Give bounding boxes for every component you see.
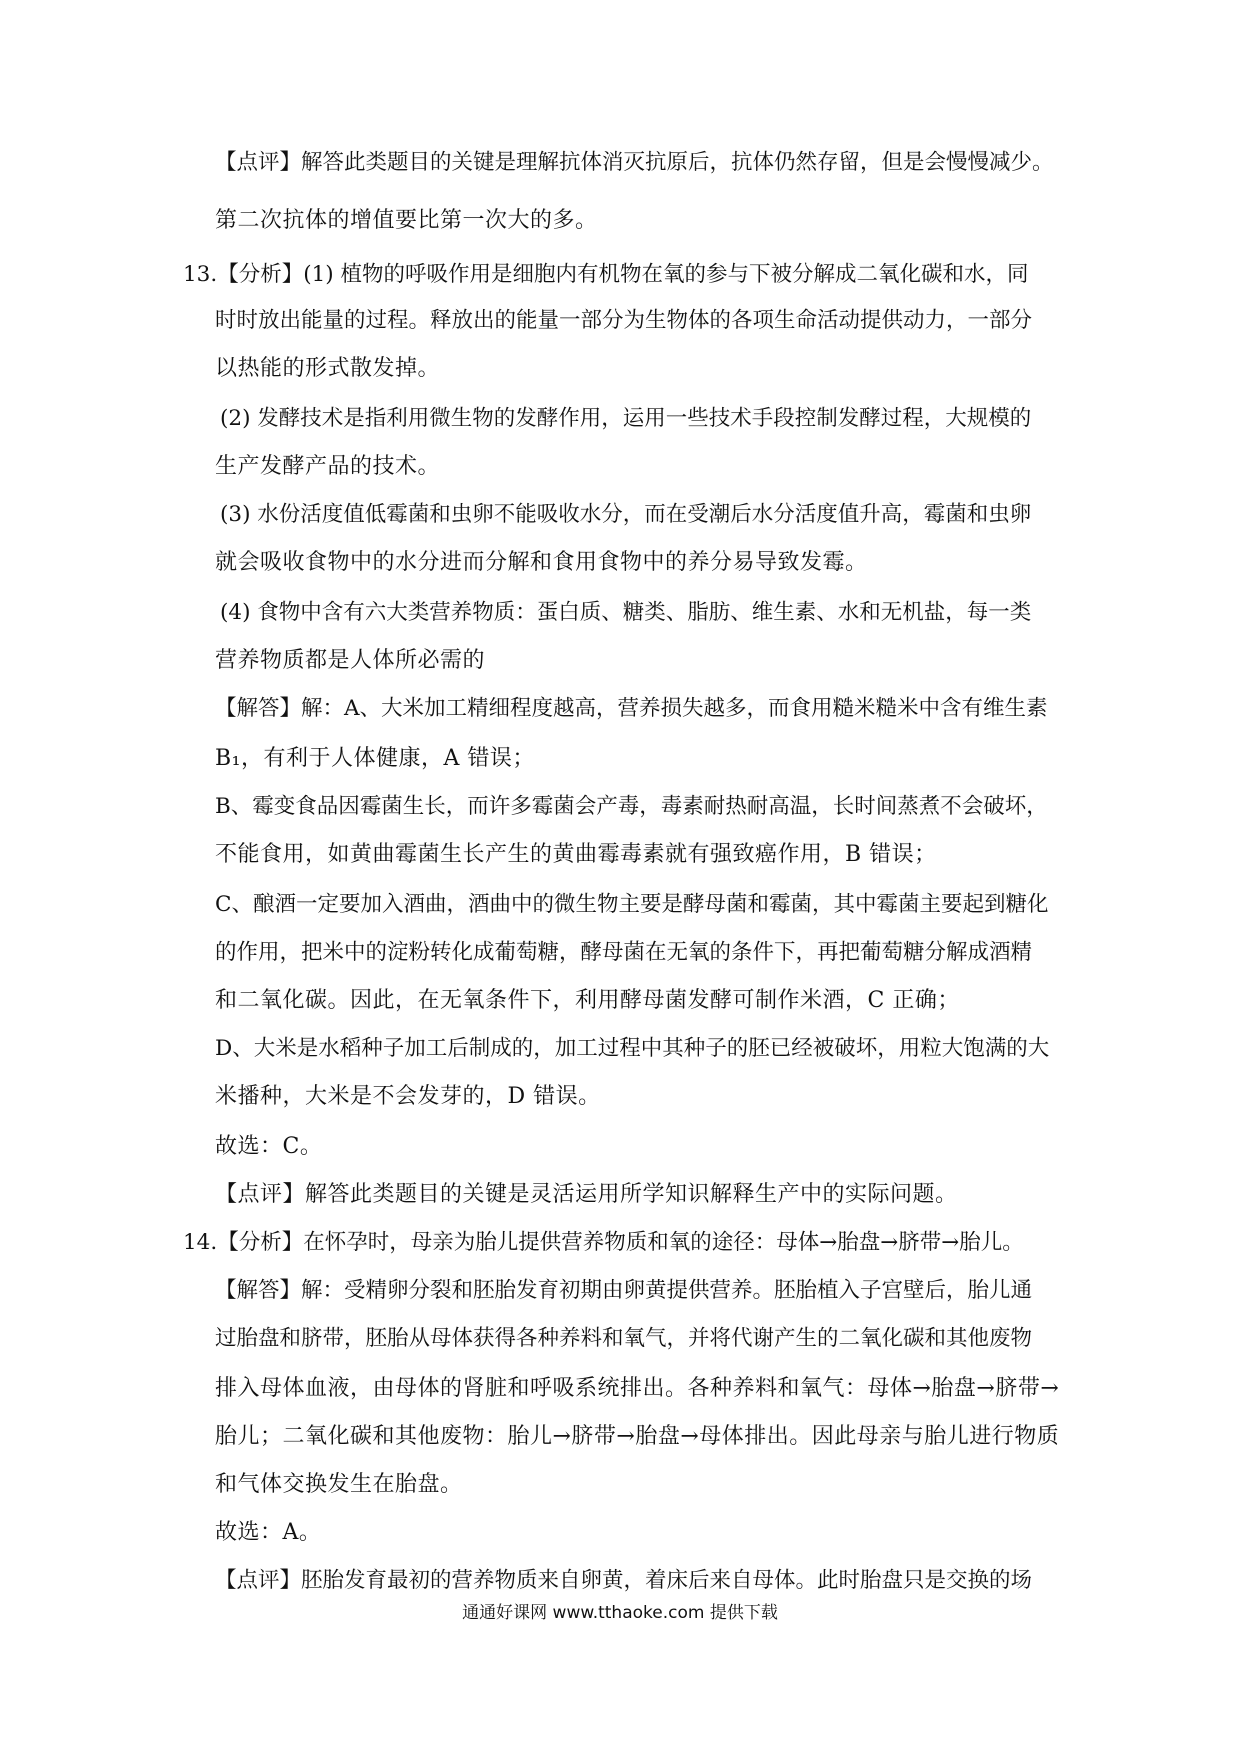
text-line: 14.【分析】在怀孕时，母亲为胎儿提供营养物质和氧的途径：母体→胎盘→脐带→胎儿。 [183, 1230, 1024, 1255]
text-line: (2) 发酵技术是指利用微生物的发酵作用，运用一些技术手段控制发酵过程，大规模的 [220, 406, 1032, 431]
text-line: 时时放出能量的过程。释放出的能量一部分为生物体的各项生命活动提供动力，一部分 [215, 308, 1033, 333]
text-line: 【点评】解答此类题目的关键是理解抗体消灭抗原后，抗体仍然存留，但是会慢慢减少。 [215, 150, 1054, 175]
text-line: D、大米是水稻种子加工后制成的，加工过程中其种子的胚已经被破坏，用粒大饱满的大 [215, 1036, 1050, 1061]
text-line: 【解答】解：A、大米加工精细程度越高，营养损失越多，而食用糙米糙米中含有维生素 [215, 696, 1048, 721]
text-line: 不能食用，如黄曲霉菌生长产生的黄曲霉毒素就有强致癌作用，B 错误； [215, 842, 937, 867]
text-line: 生产发酵产品的技术。 [215, 454, 441, 479]
page-footer: 通通好课网 www.tthaoke.com 提供下载 [462, 1603, 778, 1623]
text-line: 13.【分析】(1) 植物的呼吸作用是细胞内有机物在氧的参与下被分解成二氧化碳和水，同 [183, 262, 1029, 287]
text-line: (3) 水份活度值低霉菌和虫卵不能吸收水分，而在受潮后水分活度值升高，霉菌和虫卵 [220, 502, 1032, 527]
text-line: 过胎盘和脐带，胚胎从母体获得各种养料和氧气，并将代谢产生的二氧化碳和其他废物 [215, 1326, 1033, 1351]
text-line: 就会吸收食物中的水分进而分解和食用食物中的养分易导致发霉。 [215, 550, 868, 575]
text-line: 米播种，大米是不会发芽的，D 错误。 [215, 1084, 601, 1109]
text-line: 【点评】解答此类题目的关键是灵活运用所学知识解释生产中的实际问题。 [215, 1182, 958, 1207]
text-line: 故选：A。 [215, 1520, 322, 1545]
text-line: B₁，有利于人体健康，A 错误； [215, 746, 535, 771]
text-line: 营养物质都是人体所必需的 [215, 648, 486, 673]
text-line: B、霉变食品因霉菌生长，而许多霉菌会产毒，毒素耐热耐高温，长时间蒸煮不会破坏， [215, 794, 1048, 819]
text-line: 的作用，把米中的淀粉转化成葡萄糖，酵母菌在无氧的条件下，再把葡萄糖分解成酒精 [215, 940, 1033, 965]
text-line: 排入母体血液，由母体的肾脏和呼吸系统排出。各种养料和氧气：母体→胎盘→脐带→ [215, 1376, 1060, 1401]
text-line: 和气体交换发生在胎盘。 [215, 1472, 463, 1497]
text-line: 第二次抗体的增值要比第一次大的多。 [215, 208, 598, 233]
text-line: (4) 食物中含有六大类营养物质：蛋白质、糖类、脂肪、维生素、水和无机盐，每一类 [220, 600, 1032, 625]
text-line: 故选：C。 [215, 1134, 323, 1159]
text-line: 【解答】解：受精卵分裂和胚胎发育初期由卵黄提供营养。胚胎植入子宫壁后，胎儿通 [215, 1278, 1033, 1303]
text-line: 以热能的形式散发掉。 [215, 356, 441, 381]
text-line: 【点评】胚胎发育最初的营养物质来自卵黄，着床后来自母体。此时胎盘只是交换的场 [215, 1568, 1033, 1593]
text-line: 和二氧化碳。因此，在无氧条件下，利用酵母菌发酵可制作米酒，C 正确； [215, 988, 960, 1013]
text-line: 胎儿；二氧化碳和其他废物：胎儿→脐带→胎盘→母体排出。因此母亲与胎儿进行物质 [215, 1424, 1060, 1449]
text-line: C、酿酒一定要加入酒曲，酒曲中的微生物主要是酵母菌和霉菌，其中霉菌主要起到糖化 [215, 892, 1049, 917]
